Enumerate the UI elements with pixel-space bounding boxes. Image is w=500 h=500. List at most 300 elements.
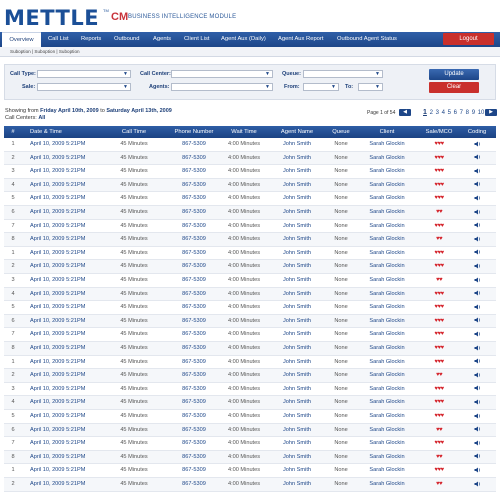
speaker-icon[interactable]: [474, 168, 481, 174]
call-type-label: Call Type:: [10, 71, 36, 77]
date-range-summary: [5, 108, 172, 115]
cell-date-time[interactable]: April 10, 2009 5:21PM: [30, 222, 86, 229]
table-row[interactable]: [4, 396, 496, 410]
cell-date-time[interactable]: April 10, 2009 5:21PM: [30, 345, 86, 351]
cell-client[interactable]: Sarah Glockin: [369, 385, 405, 392]
cell-client[interactable]: Sarah Glockin: [369, 440, 405, 447]
cell-sale-hearts: ♥♥♥: [434, 399, 444, 406]
cell-client[interactable]: Sarah Glockin: [369, 141, 405, 147]
table-header: [4, 126, 496, 138]
date-to: Saturday April 13th, 2009: [106, 108, 172, 114]
clear-button[interactable]: Clear: [429, 82, 479, 93]
cell-date-time[interactable]: April 10, 2009 5:21PM: [30, 304, 86, 311]
cell-queue: None: [334, 399, 348, 406]
speaker-icon[interactable]: [474, 385, 481, 391]
cell-number: 2: [11, 263, 15, 270]
from-date-select[interactable]: [303, 83, 339, 91]
cell-number: 8: [11, 345, 15, 351]
cell-queue: None: [334, 168, 348, 175]
cell-number: 3: [11, 168, 15, 175]
cell-phone-number[interactable]: 867-5309: [182, 345, 206, 351]
cell-queue: None: [334, 304, 348, 311]
cell-agent-name[interactable]: John Smith: [283, 154, 311, 161]
cell-queue: None: [334, 249, 348, 256]
table-row[interactable]: [4, 342, 496, 356]
cell-queue: None: [334, 467, 348, 474]
cell-queue: None: [334, 413, 348, 419]
cell-sale-hearts: ♥♥♥: [434, 413, 444, 419]
showing-to-word: to: [100, 108, 105, 114]
speaker-icon[interactable]: [474, 304, 481, 310]
cell-phone-number[interactable]: 867-5309: [182, 141, 206, 147]
cell-agent-name[interactable]: John Smith: [283, 141, 311, 147]
tab-agent-aux-report[interactable]: Agent Aux Report: [278, 36, 324, 42]
cell-wait-time: 4:00 Minutes: [227, 426, 261, 433]
cell-phone-number[interactable]: 867-5309: [182, 236, 206, 243]
cell-agent-name[interactable]: John Smith: [283, 168, 311, 175]
cell-phone-number[interactable]: 867-5309: [182, 154, 206, 161]
cell-coding: [464, 424, 490, 438]
cell-client[interactable]: Sarah Glockin: [369, 181, 405, 188]
column-header-number[interactable]: #: [11, 129, 15, 135]
cell-sale-hearts: ♥♥♥: [434, 331, 444, 338]
cell-queue: None: [334, 385, 348, 392]
cell-agent-name[interactable]: John Smith: [283, 290, 311, 297]
sale-select[interactable]: [37, 83, 131, 91]
page-link[interactable]: 9: [471, 110, 476, 116]
cell-date-time[interactable]: April 10, 2009 5:21PM: [30, 399, 86, 406]
speaker-icon[interactable]: [474, 426, 481, 432]
speaker-icon[interactable]: [474, 453, 481, 459]
cell-queue: None: [334, 372, 348, 379]
cell-wait-time: 4:00 Minutes: [227, 304, 261, 311]
table-row[interactable]: [4, 383, 496, 397]
cell-date-time[interactable]: April 10, 2009 5:21PM: [30, 249, 86, 256]
cell-agent-name[interactable]: John Smith: [283, 399, 311, 406]
cell-agent-name[interactable]: John Smith: [283, 209, 311, 215]
cell-client[interactable]: Sarah Glockin: [369, 467, 405, 474]
cell-call-time: 45 Minutes: [120, 413, 148, 419]
cell-agent-name[interactable]: John Smith: [283, 304, 311, 311]
cell-coding: [464, 464, 490, 478]
cell-call-time: 45 Minutes: [120, 290, 148, 297]
cell-agent-name[interactable]: John Smith: [283, 317, 311, 324]
cell-date-time[interactable]: April 10, 2009 5:21PM: [30, 263, 86, 270]
cell-client[interactable]: Sarah Glockin: [369, 358, 405, 365]
table-row[interactable]: [4, 464, 496, 478]
call-type-select[interactable]: [37, 70, 131, 78]
cell-agent-name[interactable]: John Smith: [283, 426, 311, 433]
table-row[interactable]: [4, 206, 496, 220]
cell-call-time: 45 Minutes: [120, 481, 148, 487]
cell-wait-time: 4:00 Minutes: [227, 168, 261, 175]
cell-wait-time: 4:00 Minutes: [227, 181, 261, 188]
cell-call-time: 45 Minutes: [120, 426, 148, 433]
main-navbar: [0, 32, 500, 47]
update-button[interactable]: Update: [429, 69, 479, 80]
logout-button[interactable]: Logout: [443, 33, 494, 45]
table-row[interactable]: [4, 274, 496, 288]
table-row[interactable]: [4, 437, 496, 451]
tab-reports[interactable]: Reports: [81, 36, 102, 42]
table-row[interactable]: [4, 233, 496, 247]
cell-client[interactable]: Sarah Glockin: [369, 263, 405, 270]
cell-agent-name[interactable]: John Smith: [283, 222, 311, 229]
table-row[interactable]: [4, 369, 496, 383]
cell-number: 3: [11, 277, 15, 283]
page-link[interactable]: 1: [423, 109, 427, 116]
page-indicator: Page 1 of 54: [367, 110, 396, 116]
cell-agent-name[interactable]: John Smith: [283, 236, 311, 243]
table-row[interactable]: [4, 179, 496, 193]
cell-client[interactable]: Sarah Glockin: [369, 413, 405, 419]
cell-coding: [464, 315, 490, 329]
cell-client[interactable]: Sarah Glockin: [369, 195, 405, 202]
cell-date-time[interactable]: April 10, 2009 5:21PM: [30, 317, 86, 324]
cell-client[interactable]: Sarah Glockin: [369, 249, 405, 256]
speaker-icon[interactable]: [474, 181, 481, 187]
cell-date-time[interactable]: April 10, 2009 5:21PM: [30, 154, 86, 161]
cell-client[interactable]: Sarah Glockin: [369, 290, 405, 297]
table-row[interactable]: [4, 315, 496, 329]
cell-phone-number[interactable]: 867-5309: [182, 413, 206, 419]
cell-agent-name[interactable]: John Smith: [283, 277, 311, 283]
cell-client[interactable]: Sarah Glockin: [369, 154, 405, 161]
cell-queue: None: [334, 236, 348, 243]
speaker-icon[interactable]: [474, 290, 481, 296]
cell-phone-number[interactable]: 867-5309: [182, 195, 206, 202]
cell-wait-time: 4:00 Minutes: [227, 385, 261, 392]
call-center-select[interactable]: [171, 70, 273, 78]
column-header-wait-time[interactable]: Wait Time: [231, 129, 257, 135]
cell-queue: None: [334, 277, 348, 283]
cell-call-time: 45 Minutes: [120, 358, 148, 365]
cell-phone-number[interactable]: 867-5309: [182, 358, 206, 365]
cell-sale-hearts: ♥♥♥: [434, 358, 444, 365]
cell-number: 5: [11, 304, 15, 311]
cell-phone-number[interactable]: 867-5309: [182, 426, 206, 433]
column-header-call-time[interactable]: Call Time: [121, 129, 147, 135]
table-row[interactable]: [4, 328, 496, 342]
table-row[interactable]: [4, 260, 496, 274]
speaker-icon[interactable]: [474, 481, 481, 487]
speaker-icon[interactable]: [474, 154, 481, 160]
tab-client-list[interactable]: Client List: [184, 36, 210, 42]
speaker-icon[interactable]: [474, 372, 481, 378]
cell-phone-number[interactable]: 867-5309: [182, 399, 206, 406]
table-row[interactable]: [4, 152, 496, 166]
cell-call-time: 45 Minutes: [120, 453, 148, 460]
cell-date-time[interactable]: April 10, 2009 5:21PM: [30, 209, 86, 215]
cell-call-time: 45 Minutes: [120, 195, 148, 202]
cell-phone-number[interactable]: 867-5309: [182, 290, 206, 297]
cell-date-time[interactable]: April 10, 2009 5:21PM: [30, 385, 86, 392]
cell-date-time[interactable]: April 10, 2009 5:21PM: [30, 467, 86, 474]
cell-sale-hearts: ♥♥♥: [434, 195, 444, 202]
tab-agent-aux-daily[interactable]: Agent Aux (Daily): [221, 36, 266, 42]
speaker-icon[interactable]: [474, 345, 481, 351]
page-link[interactable]: 8: [465, 110, 470, 116]
cell-date-time[interactable]: April 10, 2009 5:21PM: [30, 453, 86, 460]
cell-coding: [464, 383, 490, 397]
cell-date-time[interactable]: April 10, 2009 5:21PM: [30, 413, 86, 419]
cell-phone-number[interactable]: 867-5309: [182, 277, 206, 283]
cell-sale-hearts: ♥♥: [435, 426, 443, 433]
cell-number: 7: [11, 440, 15, 447]
cell-agent-name[interactable]: John Smith: [283, 413, 311, 419]
cell-call-time: 45 Minutes: [120, 372, 148, 379]
column-header-queue[interactable]: Queue: [332, 129, 350, 135]
cell-phone-number[interactable]: 867-5309: [182, 304, 206, 311]
cell-date-time[interactable]: April 10, 2009 5:21PM: [30, 141, 86, 147]
cell-number: 3: [11, 385, 15, 392]
page-link[interactable]: 5: [447, 110, 451, 116]
table-row[interactable]: [4, 478, 496, 492]
tab-outbound-agent-status[interactable]: Outbound Agent Status: [337, 36, 397, 42]
speaker-icon[interactable]: [474, 141, 481, 147]
cell-number: 1: [11, 467, 15, 474]
cell-sale-hearts: ♥♥: [435, 236, 443, 243]
table-row[interactable]: [4, 247, 496, 261]
cell-coding: [464, 260, 490, 274]
cell-wait-time: 4:00 Minutes: [227, 453, 261, 460]
speaker-icon[interactable]: [474, 263, 481, 269]
cell-phone-number[interactable]: 867-5309: [182, 249, 206, 256]
cell-date-time[interactable]: April 10, 2009 5:21PM: [30, 372, 86, 379]
cell-coding: [464, 356, 490, 370]
cell-agent-name[interactable]: John Smith: [283, 372, 311, 379]
cell-date-time[interactable]: April 10, 2009 5:21PM: [30, 181, 86, 188]
cell-client[interactable]: Sarah Glockin: [369, 453, 405, 460]
cell-wait-time: 4:00 Minutes: [227, 222, 261, 229]
cell-client[interactable]: Sarah Glockin: [369, 317, 405, 324]
cell-wait-time: 4:00 Minutes: [227, 236, 261, 243]
cell-call-time: 45 Minutes: [120, 385, 148, 392]
cell-agent-name[interactable]: John Smith: [283, 249, 311, 256]
speaker-icon[interactable]: [474, 317, 481, 323]
tab-outbound[interactable]: Outbound: [114, 36, 140, 42]
cell-wait-time: 4:00 Minutes: [227, 263, 261, 270]
cell-date-time[interactable]: April 10, 2009 5:21PM: [30, 426, 86, 433]
speaker-icon[interactable]: [474, 222, 481, 228]
cell-coding: [464, 410, 490, 424]
table-row[interactable]: [4, 424, 496, 438]
tab-agents[interactable]: Agents: [153, 36, 172, 42]
cell-queue: None: [334, 440, 348, 447]
cell-agent-name[interactable]: John Smith: [283, 481, 311, 487]
table-row[interactable]: [4, 356, 496, 370]
cell-date-time[interactable]: April 10, 2009 5:21PM: [30, 440, 86, 447]
cell-coding: [464, 328, 490, 342]
column-header-sale-mco[interactable]: Sale/MCO: [425, 129, 453, 135]
speaker-icon[interactable]: [474, 277, 481, 283]
cell-wait-time: 4:00 Minutes: [227, 141, 261, 147]
cell-queue: None: [334, 331, 348, 338]
call-centers-label: Call Centers:: [5, 115, 37, 121]
column-header-phone-number[interactable]: Phone Number: [174, 129, 214, 135]
cell-queue: None: [334, 209, 348, 215]
cell-number: 2: [11, 154, 15, 161]
cell-client[interactable]: Sarah Glockin: [369, 277, 405, 283]
table-row[interactable]: [4, 220, 496, 234]
speaker-icon[interactable]: [474, 236, 481, 242]
speaker-icon[interactable]: [474, 399, 481, 405]
table-row[interactable]: [4, 410, 496, 424]
column-header-agent-name[interactable]: Agent Name: [280, 129, 314, 135]
cell-call-time: 45 Minutes: [120, 263, 148, 270]
chevron-down-icon: ▼: [331, 84, 336, 90]
cell-client[interactable]: Sarah Glockin: [369, 345, 405, 351]
cell-wait-time: 4:00 Minutes: [227, 331, 261, 338]
cell-call-time: 45 Minutes: [120, 304, 148, 311]
to-date-select[interactable]: [358, 83, 383, 91]
cell-phone-number[interactable]: 867-5309: [182, 222, 206, 229]
speaker-icon[interactable]: [474, 413, 481, 419]
cell-number: 1: [11, 249, 15, 256]
cell-phone-number[interactable]: 867-5309: [182, 372, 206, 379]
cell-phone-number[interactable]: 867-5309: [182, 481, 206, 487]
tab-overview[interactable]: Overview: [2, 32, 41, 47]
cell-date-time[interactable]: April 10, 2009 5:21PM: [30, 277, 86, 283]
cell-client[interactable]: Sarah Glockin: [369, 304, 405, 311]
cell-number: 7: [11, 222, 15, 229]
speaker-icon[interactable]: [474, 440, 481, 446]
cell-coding: [464, 369, 490, 383]
page-link[interactable]: 6: [453, 110, 457, 116]
cell-queue: None: [334, 481, 348, 487]
agents-select[interactable]: [171, 83, 273, 91]
cell-phone-number[interactable]: 867-5309: [182, 385, 206, 392]
table-row[interactable]: [4, 451, 496, 465]
cell-phone-number[interactable]: 867-5309: [182, 467, 206, 474]
cell-call-time: 45 Minutes: [120, 222, 148, 229]
table-row[interactable]: [4, 165, 496, 179]
cell-agent-name[interactable]: John Smith: [283, 440, 311, 447]
cell-sale-hearts: ♥♥♥: [434, 304, 444, 311]
page-link[interactable]: 3: [435, 110, 439, 116]
speaker-icon[interactable]: [474, 467, 481, 473]
column-header-date-time[interactable]: Date & Time: [30, 129, 62, 135]
module-title: BUSINESS INTELLIGENCE MODULE: [128, 14, 237, 20]
cell-sale-hearts: ♥♥♥: [434, 290, 444, 297]
cell-agent-name[interactable]: John Smith: [283, 358, 311, 365]
next-page-button[interactable]: ▶: [485, 109, 497, 116]
cell-phone-number[interactable]: 867-5309: [182, 331, 206, 338]
cell-coding: [464, 437, 490, 451]
cell-phone-number[interactable]: 867-5309: [182, 181, 206, 188]
cell-phone-number[interactable]: 867-5309: [182, 453, 206, 460]
column-header-client[interactable]: Client: [379, 129, 395, 135]
chevron-down-icon: ▼: [265, 71, 270, 77]
column-header-coding[interactable]: Coding: [467, 129, 487, 135]
cell-client[interactable]: Sarah Glockin: [369, 222, 405, 229]
cell-number: 6: [11, 426, 15, 433]
cell-client[interactable]: Sarah Glockin: [369, 481, 405, 487]
cell-phone-number[interactable]: 867-5309: [182, 209, 206, 215]
table-row[interactable]: [4, 301, 496, 315]
speaker-icon[interactable]: [474, 249, 481, 255]
cell-phone-number[interactable]: 867-5309: [182, 440, 206, 447]
table-row[interactable]: [4, 138, 496, 152]
cell-call-time: 45 Minutes: [120, 399, 148, 406]
suboption-links[interactable]: Suboption | Suboption | Suboption: [10, 49, 80, 54]
cell-sale-hearts: ♥♥: [435, 453, 443, 460]
cell-client[interactable]: Sarah Glockin: [369, 209, 405, 215]
page-link[interactable]: 10: [477, 110, 485, 116]
cell-coding: [464, 233, 490, 247]
cell-phone-number[interactable]: 867-5309: [182, 168, 206, 175]
speaker-icon[interactable]: [474, 209, 481, 215]
cell-wait-time: 4:00 Minutes: [227, 277, 261, 283]
cell-sale-hearts: ♥♥♥: [434, 181, 444, 188]
cell-date-time[interactable]: April 10, 2009 5:21PM: [30, 195, 86, 202]
cell-agent-name[interactable]: John Smith: [283, 345, 311, 351]
speaker-icon[interactable]: [474, 358, 481, 364]
tab-call-list[interactable]: Call List: [48, 36, 69, 42]
cell-date-time[interactable]: April 10, 2009 5:21PM: [30, 168, 86, 175]
cell-client[interactable]: Sarah Glockin: [369, 426, 405, 433]
cell-agent-name[interactable]: John Smith: [283, 331, 311, 338]
cell-agent-name[interactable]: John Smith: [283, 195, 311, 202]
cell-coding: [464, 220, 490, 234]
cell-sale-hearts: ♥♥: [435, 209, 443, 215]
cell-date-time[interactable]: April 10, 2009 5:21PM: [30, 290, 86, 297]
sale-label: Sale:: [22, 84, 36, 90]
cell-phone-number[interactable]: 867-5309: [182, 317, 206, 324]
from-label: From:: [284, 84, 300, 90]
cell-agent-name[interactable]: John Smith: [283, 263, 311, 270]
prev-page-button[interactable]: ◀: [399, 109, 411, 116]
table-row[interactable]: [4, 192, 496, 206]
cell-client[interactable]: Sarah Glockin: [369, 236, 405, 243]
cell-client[interactable]: Sarah Glockin: [369, 399, 405, 406]
cell-coding: [464, 165, 490, 179]
cell-agent-name[interactable]: John Smith: [283, 181, 311, 188]
cell-wait-time: 4:00 Minutes: [227, 249, 261, 256]
page-link[interactable]: 7: [459, 110, 463, 116]
cell-wait-time: 4:00 Minutes: [227, 290, 261, 297]
cell-sale-hearts: ♥♥: [435, 481, 443, 487]
cell-coding: [464, 206, 490, 220]
queue-select[interactable]: [303, 70, 383, 78]
cell-date-time[interactable]: April 10, 2009 5:21PM: [30, 236, 86, 243]
cell-agent-name[interactable]: John Smith: [283, 467, 311, 474]
speaker-icon[interactable]: [474, 195, 481, 201]
cell-call-time: 45 Minutes: [120, 277, 148, 283]
cell-client[interactable]: Sarah Glockin: [369, 168, 405, 175]
cell-call-time: 45 Minutes: [120, 331, 148, 338]
cell-agent-name[interactable]: John Smith: [283, 385, 311, 392]
cell-date-time[interactable]: April 10, 2009 5:21PM: [30, 331, 86, 338]
date-from: Friday April 10th, 2009: [40, 108, 99, 114]
cell-queue: None: [334, 453, 348, 460]
page-link[interactable]: 2: [429, 110, 433, 116]
cell-number: 4: [11, 290, 15, 297]
cell-client[interactable]: Sarah Glockin: [369, 372, 405, 379]
cell-date-time[interactable]: April 10, 2009 5:21PM: [30, 358, 86, 365]
cell-date-time[interactable]: April 10, 2009 5:21PM: [30, 481, 86, 487]
cell-agent-name[interactable]: John Smith: [283, 453, 311, 460]
cell-sale-hearts: ♥♥: [435, 372, 443, 379]
speaker-icon[interactable]: [474, 331, 481, 337]
cell-sale-hearts: ♥♥♥: [434, 317, 444, 324]
table-row[interactable]: [4, 288, 496, 302]
cell-phone-number[interactable]: 867-5309: [182, 263, 206, 270]
cell-wait-time: 4:00 Minutes: [227, 317, 261, 324]
cell-client[interactable]: Sarah Glockin: [369, 331, 405, 338]
page-link[interactable]: 4: [441, 110, 445, 116]
page-numbers: [423, 109, 485, 117]
